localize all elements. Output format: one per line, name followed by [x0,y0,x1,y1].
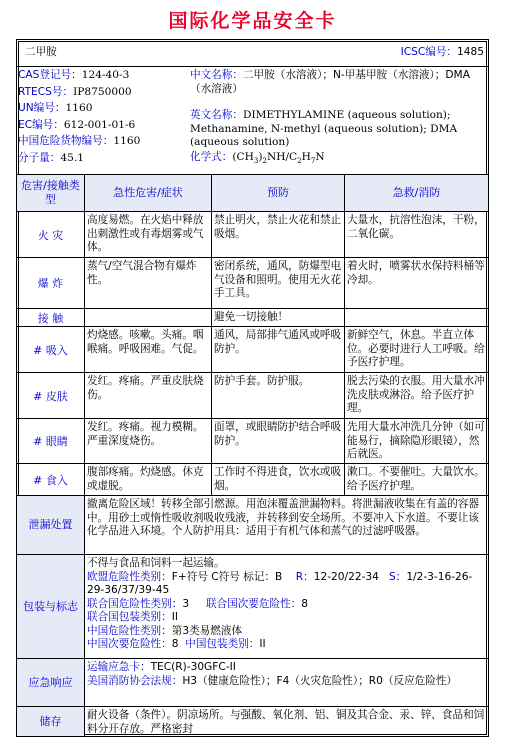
ec-value: 612-001-01-6 [63,118,136,131]
cn-sub-label: 中国次要危险性： [87,638,172,650]
s-label: S： [388,570,407,583]
row-type: # 皮肤 [33,389,68,403]
cn-pack-label: 中国包装类别： [185,638,260,650]
cn-name-value: 二甲胺（水溶液）；N-甲基甲胺（水溶液）；DMA（水溶液） [190,69,470,95]
identifiers-row [17,66,488,174]
un-label: UN编号： [18,102,66,114]
icsc-value: 1485 [457,46,484,58]
cn-hazard-value: 第3类易燃液体 [171,624,243,637]
row-first-aid: 先用大量水冲洗几分钟（如可能易行，摘除隐形眼镜），然后就医。 [344,419,488,463]
s-value: 1/2-3-16-26-29-36/37/39-45 [87,570,473,596]
row-type: 接 触 [37,311,64,325]
packaging-section [17,554,488,658]
rtecs-label: RTECS号： [18,85,74,98]
row-type: 爆 炸 [37,277,64,290]
row-first-aid: 着火时，喷雾状水保持料桶等冷却。 [344,258,488,308]
packaging-label: 包装与标志 [17,555,84,658]
emergency-label: 应急响应 [17,659,84,706]
formula-label: 化学式： [190,150,233,163]
row-symptom: 发红。疼痛。严重皮肤烧伤。 [84,373,211,418]
formula-value: $(CH_3)_2NH/C_2H_7N$ [232,150,325,165]
header-symptom: 急性危害/症状 [84,175,211,211]
row-type: 火 灾 [37,228,64,242]
un-sub-label: 联合国次要危险性： [205,597,302,610]
eu-label: 欧盟危险性类别： [87,570,172,583]
id-codes [17,67,186,174]
un-hazard-value: 3 [182,597,190,610]
hazard-table-header [17,174,488,211]
row-first-aid [344,309,488,326]
en-name-label: 英文名称： [190,109,243,121]
spill-label: 泄漏处置 [17,496,84,554]
card-title: 国际化学品安全卡 [168,10,337,32]
row-first-aid: 新鲜空气，休息。半直立体位。必要时进行人工呼吸。给予医疗护理。 [344,327,488,372]
table-row [17,326,488,372]
cas-value: 124-40-3 [81,69,130,81]
row-prevention: 防护手套。防护服。 [211,373,344,418]
mw-value: 45.1 [60,151,84,164]
table-row [17,211,488,257]
rtecs-value: IP8750000 [73,85,132,98]
header-type: 危害/接触类型 [17,175,84,211]
name-row [17,41,488,66]
row-type: # 眼睛 [33,435,68,448]
table-row [17,418,488,463]
emergency-content [84,659,488,706]
row-prevention: 避免一切接触！ [211,309,344,326]
cn-sub-value: 8 [171,638,179,650]
chemical-name: 二甲胺 [25,46,57,58]
cn-hazard-label: 中国危险性类别： [87,624,172,637]
cn-pack-value: II [259,638,266,650]
row-first-aid: 脱去污染的衣服。用大量水冲洗皮肤或淋浴。给予医疗护理。 [344,373,488,418]
cn-danger-label: 中国危险货物编号： [18,135,114,147]
mw-label: 分子量： [18,151,61,164]
table-row [17,463,488,495]
row-prevention: 密闭系统，通风，防爆型电气设备和照明。使用无火花手工具。 [211,258,344,308]
row-symptom [84,309,211,326]
icsc-label: ICSC编号： [400,46,458,58]
emergency-section [17,658,488,706]
row-prevention: 禁止明火，禁止火花和禁止吸烟。 [211,212,344,257]
packaging-content [84,555,488,658]
row-symptom: 灼烧感。咳嗽。头痛。咽喉痛。呼吸困难。气促。 [84,327,211,372]
table-row [17,257,488,308]
storage-text: 耐火设备（条件）。阴凉场所。与强酸、氧化剂、铝、铜及其合金、汞、锌、食品和饲料分开存放。严格密封 [84,707,488,736]
transport-card-value: TEC(R)-30GFC-II [150,661,236,673]
en-name-value: DIMETHYLAMINE (aqueous solution); Methanamine, N-methyl (aqueous solution); DMA (aqueous solution) [190,109,458,148]
un-value: 1160 [65,102,93,114]
cn-name-label: 中文名称： [190,69,243,81]
spill-section [17,495,488,554]
row-first-aid: 大量水，抗溶性泡沫，干粉，二氧化碳。 [344,212,488,257]
id-names [188,67,486,174]
header-prevention: 预防 [211,175,344,211]
row-symptom: 蒸气/空气混合物有爆炸性。 [84,258,211,308]
row-symptom: 腹部疼痛。灼烧感。休克或虚脱。 [84,464,211,495]
r-value: 12-20/22-34 [313,570,379,583]
un-pack-label: 联合国包装类别： [87,611,172,623]
packaging-transport-note: 不得与食品和饲料一起运输。 [87,557,225,569]
table-row [17,308,488,326]
transport-card-label: 运输应急卡： [87,661,151,673]
un-pack-value: II [171,611,178,623]
row-type: # 食入 [33,473,68,487]
spill-text: 撤离危险区域！转移全部引燃源。用泡沫覆盖泄漏物料。将泄漏液收集在有盖的容器中。用砂土或惰性吸收剂吸收残液，并转移到安全场所。不要冲入下水道。不要让该化学品进入环境。个人防护用具：适用于有机气体和蒸气的过滤呼吸器。 [84,496,488,554]
ec-label: EC编号： [18,118,64,131]
r-label: R： [295,570,314,583]
row-prevention: 工作时不得进食，饮水或吸烟。 [211,464,344,495]
nfpa-label: 美国消防协会法规： [87,674,183,687]
row-symptom: 发红。疼痛。视力模糊。严重深度烧伤。 [84,419,211,463]
eu-value: F+符号 C符号 标记：B [171,570,283,583]
table-row [17,372,488,418]
storage-section [17,706,488,736]
nfpa-value: H3（健康危险性）；F4（火灾危险性）；R0（反应危险性） [182,674,458,687]
un-sub-value: 8 [301,597,309,610]
row-type: # 吸入 [33,343,68,357]
row-prevention: 通风，局部排气通风或呼吸防护。 [211,327,344,372]
un-hazard-label: 联合国危险性类别： [87,597,183,610]
row-first-aid: 漱口。不要催吐。大量饮水。给予医疗护理。 [344,464,488,495]
cn-danger-value: 1160 [113,135,141,147]
header-first-aid: 急救/消防 [344,175,488,211]
storage-label: 储存 [17,707,84,736]
row-symptom: 高度易燃。在火焰中释放出刺激性或有毒烟雾或气体。 [84,212,211,257]
row-prevention: 面罩，或眼睛防护结合呼吸防护。 [211,419,344,463]
cas-label: CAS登记号： [18,69,82,81]
